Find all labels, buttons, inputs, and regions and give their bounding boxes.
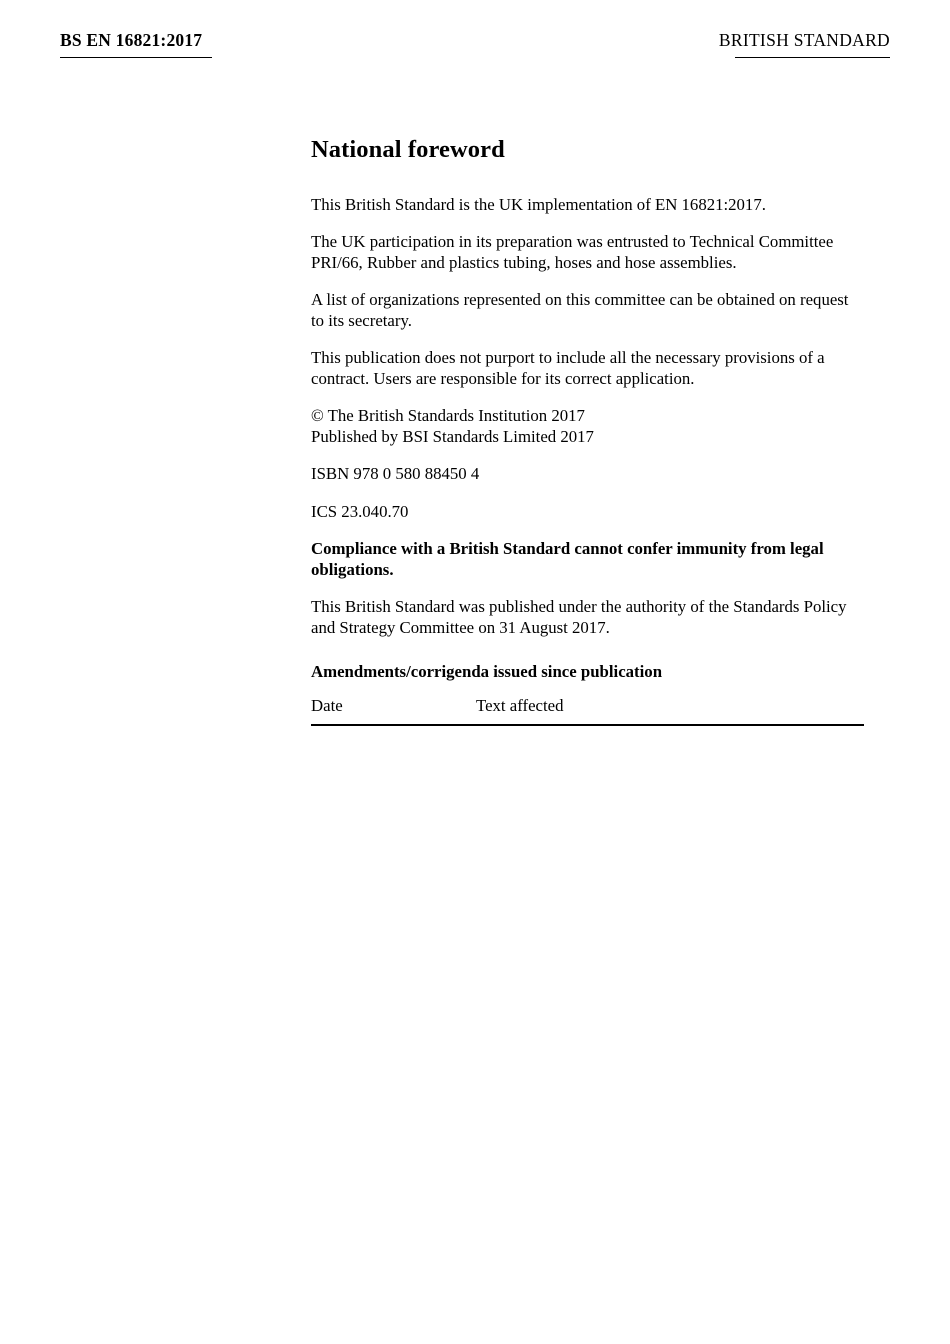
header-rule-right <box>735 57 890 58</box>
foreword-section <box>311 136 864 726</box>
header-rule-left <box>60 57 212 58</box>
foreword-paragraph-1: This British Standard is the UK implementation of EN 16821:2017. <box>311 195 766 214</box>
page-title: National foreword <box>311 136 505 163</box>
amendments-table <box>311 696 864 726</box>
foreword-paragraph-2: The UK participation in its preparation was entrusted to Technical Committee PRI/66, Rubber and plastics tubing, hoses and hose assemblies. <box>311 232 834 272</box>
copyright-line: © The British Standards Institution 2017 <box>311 406 585 426</box>
amendments-title: Amendments/corrigenda issued since publication <box>311 662 663 682</box>
isbn-line: ISBN 978 0 580 88450 4 <box>311 464 480 484</box>
foreword-paragraph-3: A list of organizations represented on this committee can be obtained on request to its secretary. <box>311 290 849 330</box>
authority-notice: This British Standard was published under the authority of the Standards Policy and Strategy Committee on 31 August 2017. <box>311 597 847 637</box>
column-header-date: Date <box>311 696 476 725</box>
foreword-paragraph-4: This publication does not purport to include all the necessary provisions of a contract. Users are responsible for its correct application. <box>311 348 825 388</box>
column-header-text-affected: Text affected <box>476 696 864 725</box>
page-header <box>60 30 890 60</box>
table-header-row <box>311 696 864 725</box>
standard-reference: BS EN 16821:2017 <box>60 30 203 50</box>
compliance-notice: Compliance with a British Standard cannot confer immunity from legal obligations. <box>311 539 824 579</box>
publisher-label: BRITISH STANDARD <box>718 30 890 50</box>
ics-line: ICS 23.040.70 <box>311 501 409 521</box>
published-by-line: Published by BSI Standards Limited 2017 <box>311 426 594 446</box>
